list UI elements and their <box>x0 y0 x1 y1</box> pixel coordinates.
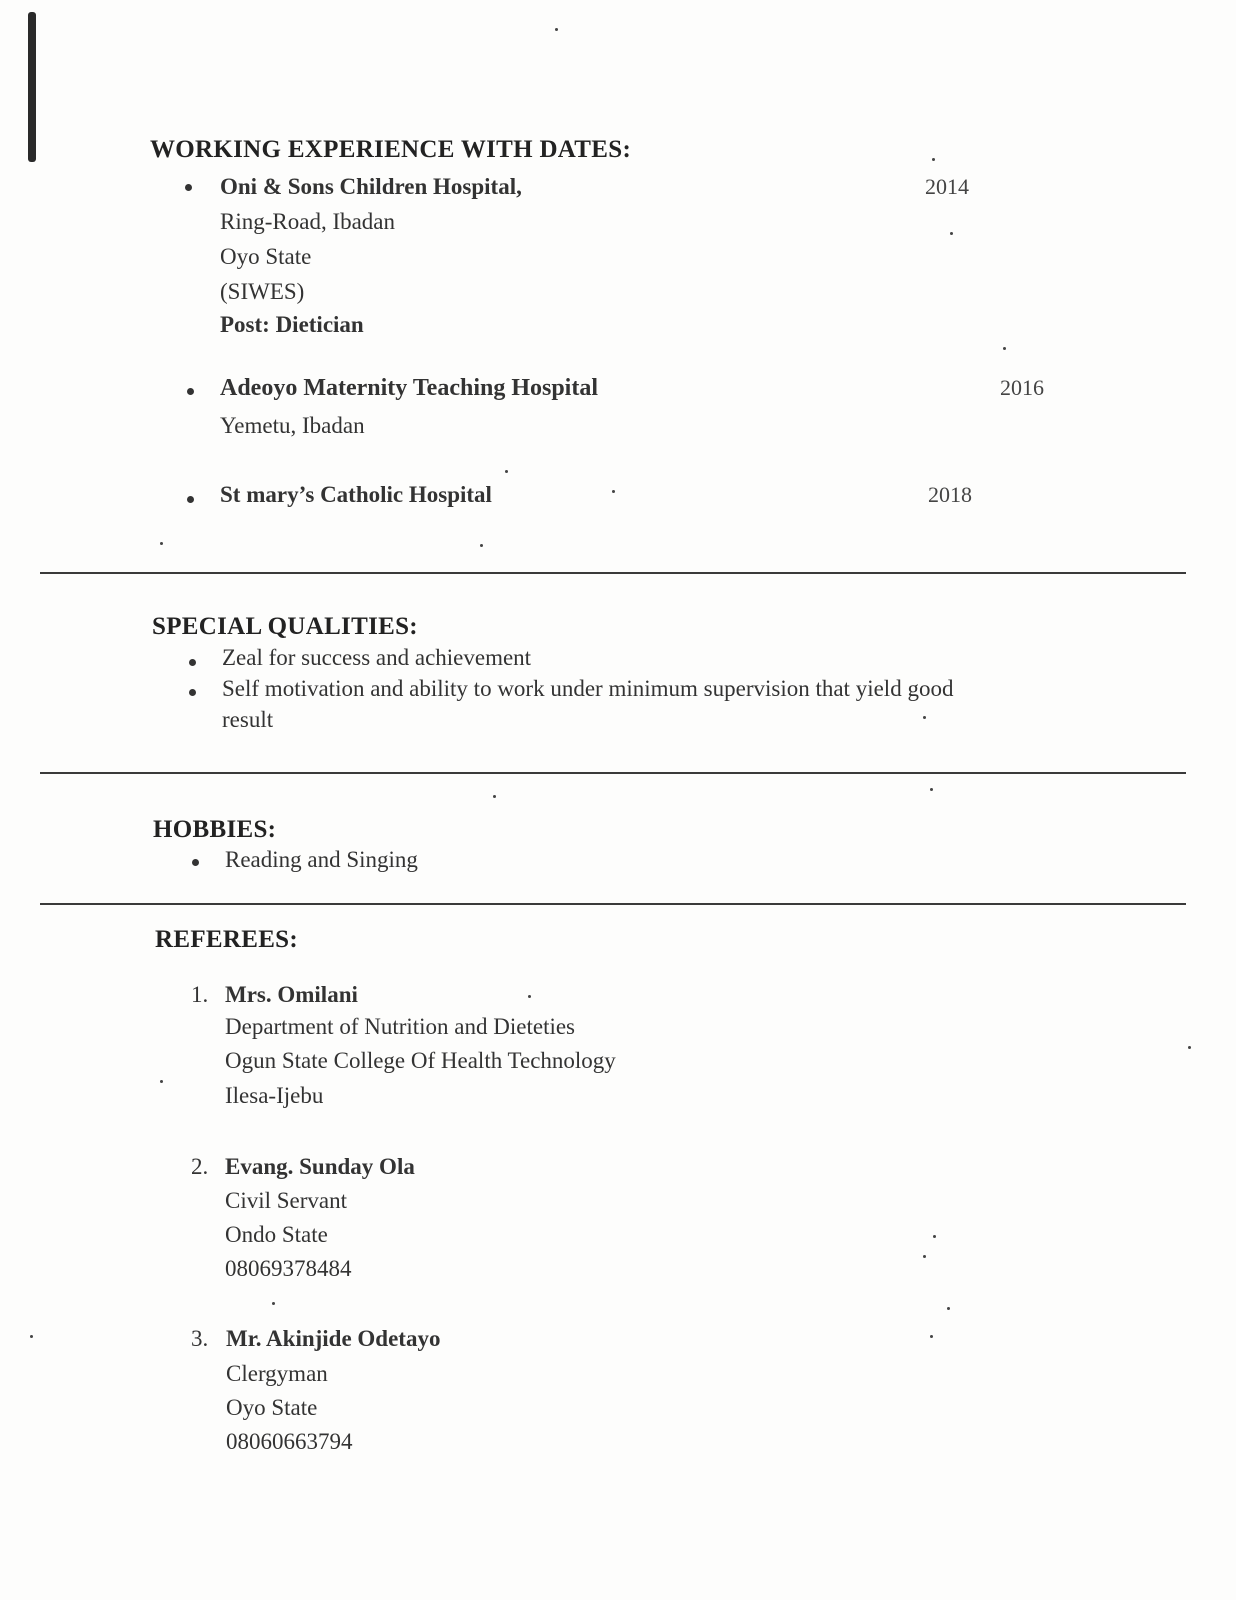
bullet-icon <box>189 689 196 696</box>
scan-speck <box>160 1080 163 1083</box>
scan-speck <box>933 1235 936 1238</box>
scan-speck <box>505 470 508 473</box>
scan-speck <box>923 1255 926 1258</box>
work-entry-2-line: Yemetu, Ibadan <box>220 413 365 438</box>
referee-number: 1. <box>191 982 209 1007</box>
referees-heading: REFEREES: <box>155 926 299 953</box>
quality-item: Self motivation and ability to work under minimum supervision that yield good <box>222 676 954 701</box>
hobbies-heading: HOBBIES: <box>153 816 277 843</box>
work-entry-3-date: 2018 <box>928 482 972 507</box>
scan-speck <box>1003 347 1006 350</box>
bullet-icon <box>189 659 196 666</box>
work-heading: WORKING EXPERIENCE WITH DATES: <box>150 136 632 163</box>
bullet-icon <box>185 184 192 191</box>
scan-speck <box>1188 1046 1191 1049</box>
scan-speck <box>555 28 558 31</box>
work-entry-1-line: (SIWES) <box>220 279 305 304</box>
work-entry-1-line: Oyo State <box>220 244 312 269</box>
hobby-item: Reading and Singing <box>225 847 418 872</box>
referee-line: Oyo State <box>226 1395 318 1420</box>
referee-line: Ogun State College Of Health Technology <box>225 1048 616 1073</box>
scan-speck <box>272 1302 275 1305</box>
scan-speck <box>30 1335 33 1338</box>
referee-line: Civil Servant <box>225 1188 348 1213</box>
bullet-icon <box>192 859 199 866</box>
referee-name: Mr. Akinjide Odetayo <box>226 1326 441 1351</box>
work-entry-1-line: Ring-Road, Ibadan <box>220 209 396 234</box>
section-divider <box>40 572 1186 574</box>
scan-speck <box>480 544 483 547</box>
section-divider <box>40 772 1186 774</box>
scan-speck <box>493 795 496 798</box>
referee-name: Evang. Sunday Ola <box>225 1154 415 1179</box>
quality-item-continuation: result <box>222 707 274 732</box>
referee-line: Ilesa-Ijebu <box>225 1083 324 1108</box>
referee-line: Clergyman <box>226 1361 328 1386</box>
scan-speck <box>923 716 926 719</box>
work-entry-1-post: Post: Dietician <box>220 312 364 337</box>
referee-line: 08060663794 <box>226 1429 353 1454</box>
work-entry-2-name: Adeoyo Maternity Teaching Hospital <box>220 375 599 401</box>
qualities-heading: SPECIAL QUALITIES: <box>152 613 418 640</box>
section-divider <box>40 903 1186 905</box>
referee-number: 2. <box>191 1154 209 1179</box>
bullet-icon <box>187 496 194 503</box>
referee-number: 3. <box>191 1326 209 1351</box>
bullet-icon <box>187 388 194 395</box>
scan-speck <box>947 1307 950 1310</box>
referee-line: Department of Nutrition and Dieteties <box>225 1014 576 1039</box>
quality-item: Zeal for success and achievement <box>222 645 532 670</box>
work-entry-1-date: 2014 <box>925 174 969 199</box>
scan-speck <box>932 158 935 161</box>
referee-name: Mrs. Omilani <box>225 982 358 1007</box>
referee-line: 08069378484 <box>225 1256 352 1281</box>
scan-speck <box>528 995 531 998</box>
scan-speck <box>930 788 933 791</box>
scan-speck <box>950 232 953 235</box>
scan-edge-mark <box>28 12 36 162</box>
scan-speck <box>930 1335 933 1338</box>
referee-line: Ondo State <box>225 1222 328 1247</box>
work-entry-1-name: Oni & Sons Children Hospital, <box>220 174 522 199</box>
scan-speck <box>160 542 163 545</box>
scan-speck <box>612 490 615 493</box>
work-entry-3-name: St mary’s Catholic Hospital <box>220 482 492 507</box>
work-entry-2-date: 2016 <box>1000 375 1044 400</box>
